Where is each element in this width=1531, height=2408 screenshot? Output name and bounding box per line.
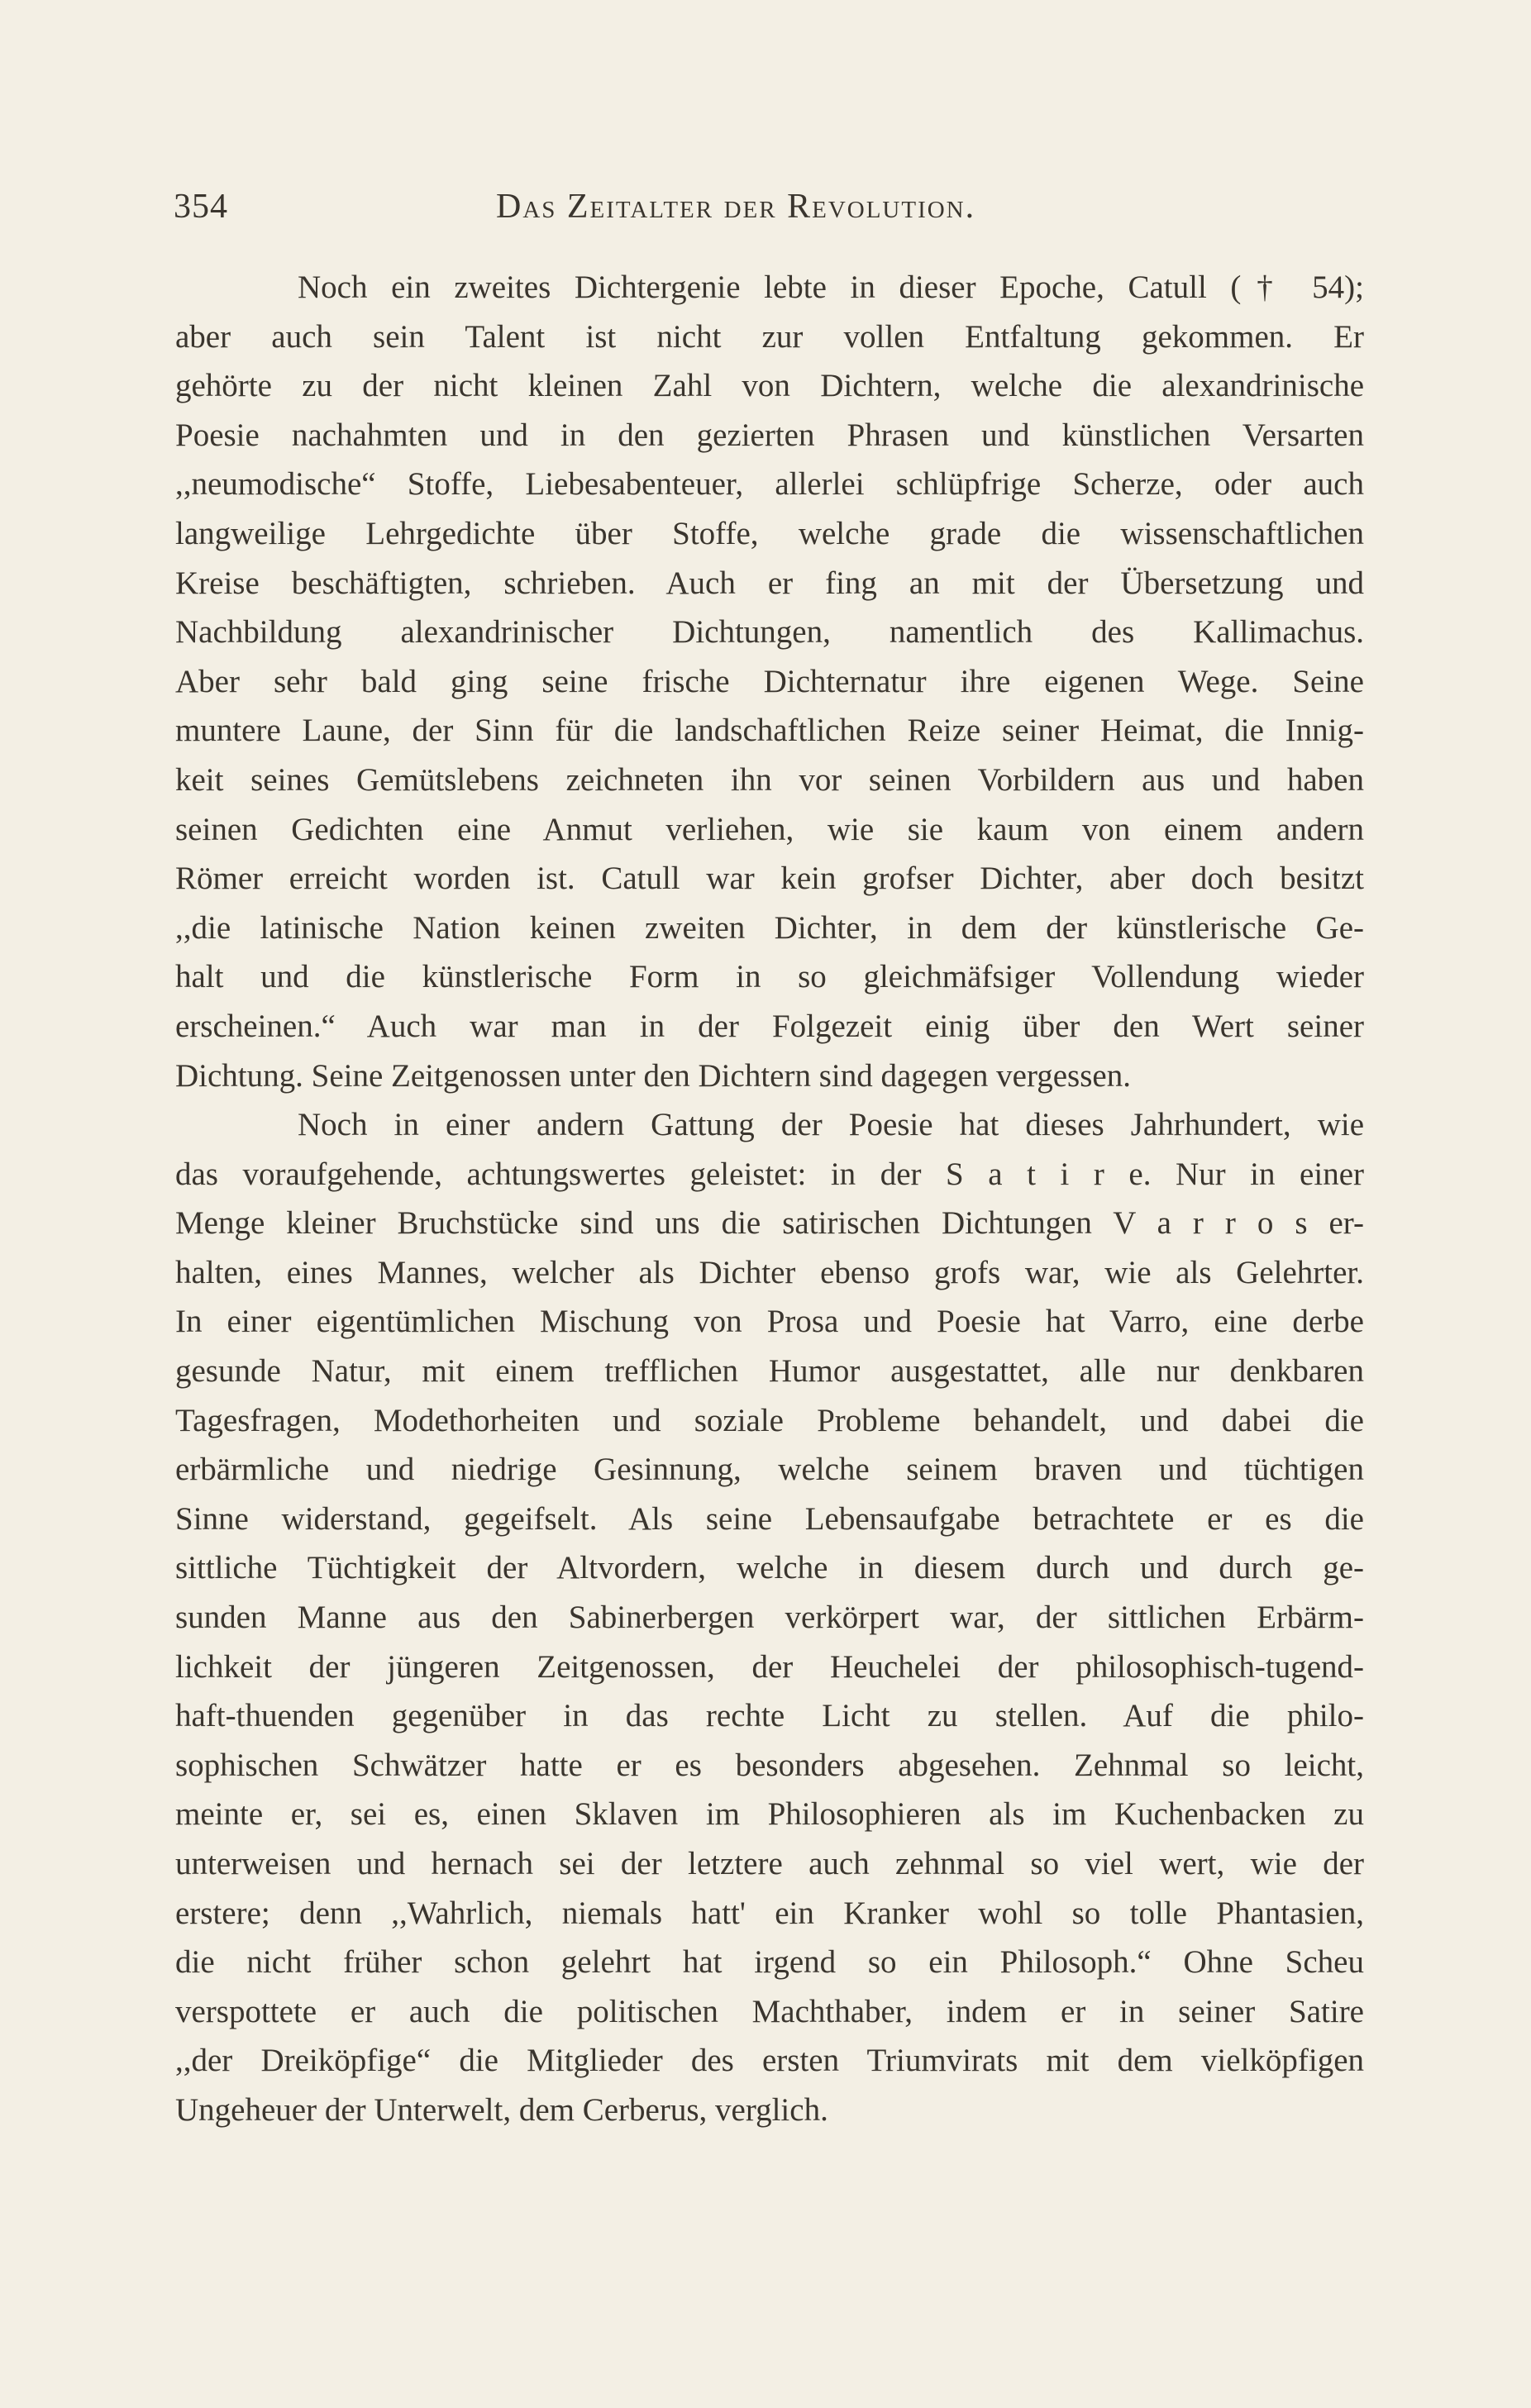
text-line: haft-thuenden gegenüber in das rechte Licht zu stellen. Auf die philo-: [175, 1698, 1364, 1734]
text-line: aber auch sein Talent ist nicht zur vollen Entfaltung gekommen. Er: [175, 318, 1364, 355]
text-line: meinte er, sei es, einen Sklaven im Philosophieren als im Kuchenbacken zu: [175, 1796, 1364, 1833]
page-header: [174, 178, 1364, 236]
text-line: sunden Manne aus den Sabinerbergen verkörpert war, der sittlichen Erbärm-: [175, 1600, 1364, 1636]
text-line: Römer erreicht worden ist. Catull war kein grofser Dichter, aber doch besitzt: [175, 861, 1364, 897]
text-line: gesunde Natur, mit einem trefflichen Humor ausgestattet, alle nur denkbaren: [175, 1353, 1364, 1390]
text-line: gehörte zu der nicht kleinen Zahl von Dichtern, welche die alexandrinische: [175, 368, 1364, 404]
text-line: langweilige Lehrgedichte über Stoffe, welche grade die wissenschaftlichen: [175, 515, 1364, 551]
page-number: 354: [174, 188, 228, 226]
text-line: die nicht früher schon gelehrt hat irgend so ein Philosoph.“ Ohne Scheu: [175, 1944, 1364, 1981]
text-line: Poesie nachahmten und in den gezierten Phrasen und künstlichen Versarten: [175, 417, 1364, 453]
text-line: Ungeheuer der Unterwelt, dem Cerberus, verglich.: [175, 2091, 828, 2128]
text-line: halt und die künstlerische Form in so gleichmäfsiger Vollendung wieder: [175, 959, 1364, 995]
text-line: Noch in einer andern Gattung der Poesie hat dieses Jahrhundert, wie: [298, 1107, 1364, 1143]
text-line: lichkeit der jüngeren Zeitgenossen, der Heuchelei der philosophisch-tugend-: [175, 1648, 1364, 1685]
text-line: Dichtung. Seine Zeitgenossen unter den Dichtern sind dagegen vergessen.: [175, 1057, 1131, 1094]
running-head: Das Zeitalter der Revolution.: [496, 188, 976, 226]
text-line: Sinne widerstand, gegeifselt. Als seine Lebensaufgabe betrachtete er es die: [175, 1500, 1364, 1537]
text-line: muntere Laune, der Sinn für die landschaftlichen Reize seiner Heimat, die Innig-: [175, 713, 1364, 749]
text-line: seinen Gedichten eine Anmut verliehen, wie sie kaum von einem andern: [175, 811, 1364, 847]
text-line: ,,die latinische Nation keinen zweiten Dichter, in dem der künstlerische Ge-: [175, 909, 1364, 946]
text-line: ,,der Dreiköpfige“ die Mitglieder des ersten Triumvirats mit dem vielköpfigen: [175, 2043, 1364, 2079]
text-line: das voraufgehende, achtungswertes geleistet: in der S a t i r e. Nur in einer: [175, 1156, 1364, 1192]
text-line: unterweisen und hernach sei der letztere auch zehnmal so viel wert, wie der: [175, 1846, 1364, 1881]
text-line: erscheinen.“ Auch war man in der Folgezeit einig über den Wert seiner: [175, 1008, 1364, 1044]
text-line: ,,neumodische“ Stoffe, Liebesabenteuer, allerlei schlüpfrige Scherze, oder auch: [175, 466, 1364, 503]
text-line: Kreise beschäftigten, schrieben. Auch er fing an mit der Übersetzung und: [175, 565, 1364, 601]
text-line: Menge kleiner Bruchstücke sind uns die satirischen Dichtungen V a r r o s er-: [175, 1205, 1364, 1242]
text-line: sittliche Tüchtigkeit der Altvordern, welche in diesem durch und durch ge-: [175, 1550, 1364, 1586]
text-line: erbärmliche und niedrige Gesinnung, welche seinem braven und tüchtigen: [175, 1452, 1364, 1488]
text-line: halten, eines Mannes, welcher als Dichter ebenso grofs war, wie als Gelehrter.: [175, 1254, 1364, 1290]
text-line: Aber sehr bald ging seine frische Dichternatur ihre eigenen Wege. Seine: [175, 663, 1364, 699]
text-line: erstere; denn ,,Wahrlich, niemals hatt' ein Kranker wohl so tolle Phantasien,: [175, 1895, 1364, 1931]
body-text: [175, 263, 1364, 2135]
text-line: keit seines Gemütslebens zeichneten ihn vor seinen Vorbildern aus und haben: [175, 761, 1364, 798]
text-line: verspottete er auch die politischen Machthaber, indem er in seiner Satire: [175, 1993, 1364, 2029]
text-line: Noch ein zweites Dichtergenie lebte in dieser Epoche, Catull († 54);: [298, 269, 1364, 305]
text-line: sophischen Schwätzer hatte er es besonders abgesehen. Zehnmal so leicht,: [175, 1747, 1364, 1783]
text-line: Tagesfragen, Modethorheiten und soziale Probleme behandelt, und dabei die: [175, 1402, 1364, 1438]
text-line: In einer eigentümlichen Mischung von Prosa und Poesie hat Varro, eine derbe: [175, 1304, 1364, 1340]
text-line: Nachbildung alexandrinischer Dichtungen, namentlich des Kallimachus.: [175, 614, 1364, 651]
